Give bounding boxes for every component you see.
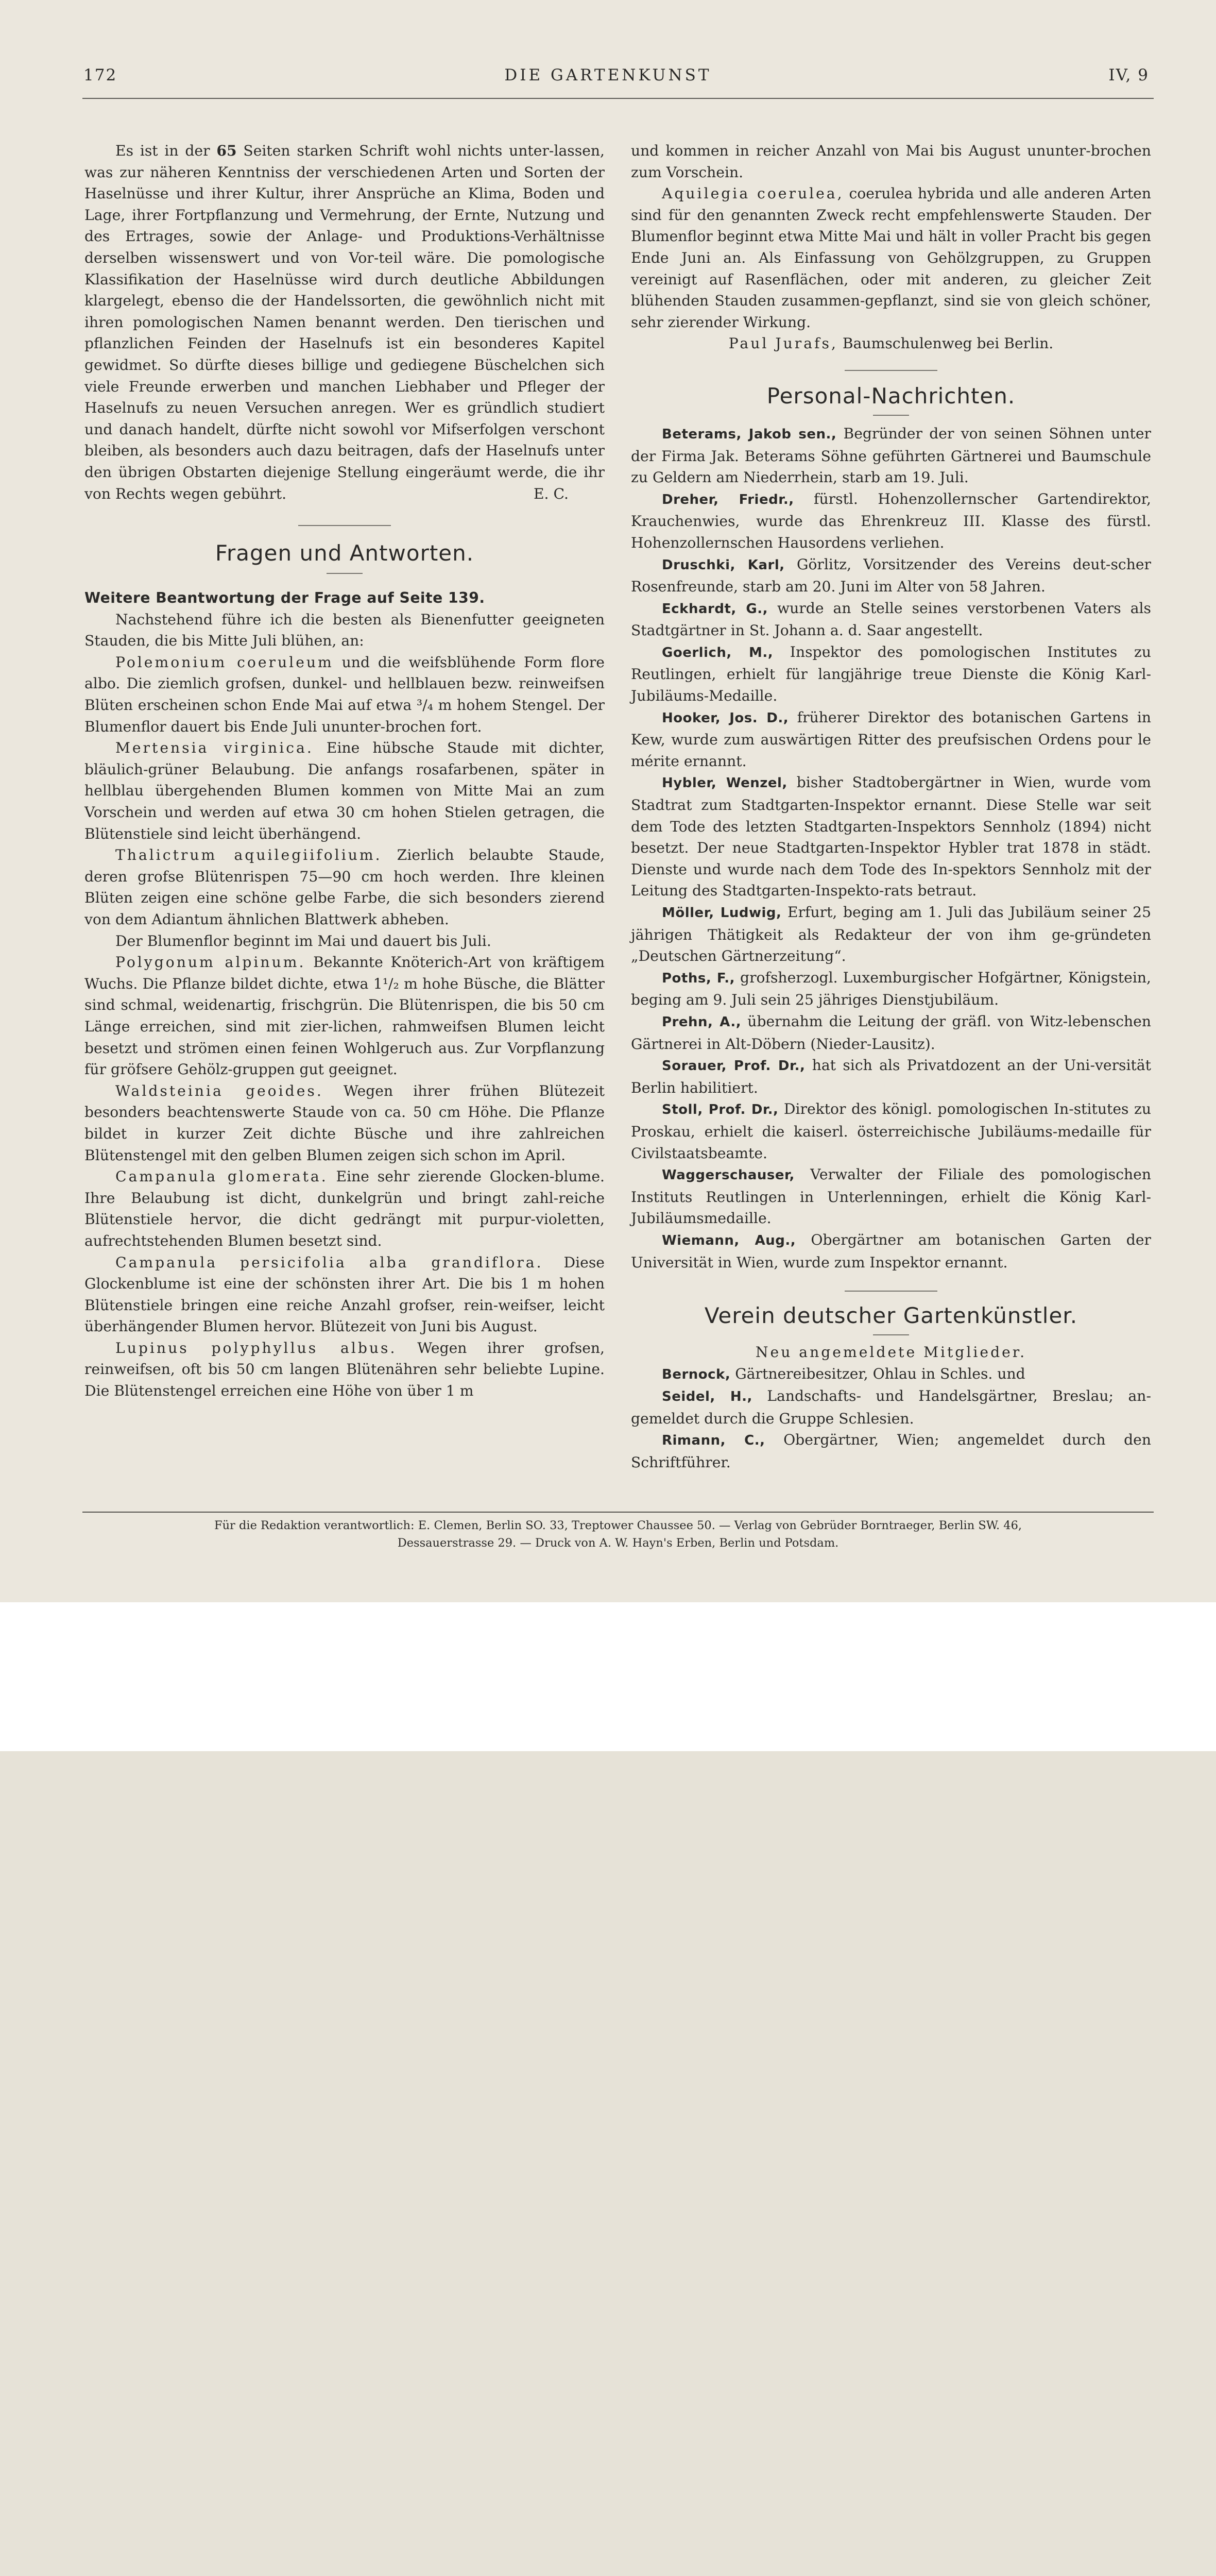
review-signature: E. C.	[533, 485, 569, 502]
section-title-verein: Verein deutscher Gartenkünstler.	[704, 1303, 1078, 1329]
section-divider	[327, 573, 363, 574]
section-divider	[873, 415, 909, 416]
members-heading: Neu angemeldete Mitglieder.	[755, 1344, 1027, 1361]
plant-entry: Polemonium coeruleum und die weifsblühende Form flore albo. Die ziemlich grofsen, dunkel- und hellblauen bezw. reinweifsen Blüten erscheinen schon Ende Mai auf etwa ³/₄ m hohem Stengel. Der Blumenflor dauert bis Ende Juli ununter-brochen fort.	[84, 653, 605, 735]
section-title-fragen: Fragen und Antworten.	[215, 540, 474, 566]
footer-rule	[82, 1512, 1154, 1513]
person-entry: Eckhardt, G., wurde an Stelle seines verstorbenen Vaters als Stadtgärtner in St. Johann a. d. Saar angestellt.	[631, 599, 1151, 639]
continued-paragraph: und kommen in reicher Anzahl von Mai bis August ununter-brochen zum Vorschein.	[631, 142, 1151, 181]
person-entry: Dreher, Friedr., fürstl. Hohenzollernscher Gartendirektor, Krauchenwies, wurde das Ehrenkreuz III. Klasse des fürstl. Hohenzollernschen Hausordens verliehen.	[631, 490, 1151, 551]
person-entry: Sorauer, Prof. Dr., hat sich als Privatdozent an der Uni-versität Berlin habilitiert.	[631, 1057, 1151, 1096]
person-entry: Poths, F., grofsherzogl. Luxemburgischer Hofgärtner, Königstein, beging am 9. Juli sein 25 jähriges Dienstjubiläum.	[631, 969, 1151, 1009]
header-rule	[82, 98, 1154, 99]
section-divider	[298, 525, 391, 526]
imprint-footer	[82, 1517, 1154, 1552]
person-entry: Hooker, Jos. D., früherer Direktor des botanischen Gartens in Kew, wurde zum auswärtigen Ritter des preufsischen Ordens pour le mérite ernannt.	[631, 708, 1151, 770]
plant-entry: Aquilegia coerulea, coerulea hybrida und alle anderen Arten sind für den genannten Zweck recht empfehlenswerte Stauden. Der Blumenflor beginnt etwa Mitte Mai und hält in voller Pracht bis gegen Ende Juni an. Als Einfassung von Gehölzgruppen, zu Gruppen vereinigt auf Rasenflächen, oder mit anderen, zu gleicher Zeit blühenden Stauden zusammen-gepflanzt, sind sie von gleich schöner, sehr zierender Wirkung.	[631, 185, 1151, 331]
person-entry: Goerlich, M., Inspektor des pomologischen Institutes zu Reutlingen, erhielt für langjährige treue Dienste die König Karl-Jubiläums-Medaille.	[631, 643, 1151, 705]
imprint-line: Dessauerstrasse 29. — Druck von A. W. Hayn's Erben, Berlin und Potsdam.	[397, 1536, 839, 1550]
journal-title: DIE GARTENKUNST	[504, 66, 712, 84]
right-column	[631, 140, 1151, 1473]
review-paragraph: Es ist in der 65 Seiten starken Schrift wohl nichts unter-lassen, was zur näheren Kenntniss der verschiedenen Arten und Sorten der Haselnüsse und ihrer Kultur, ihrer Ansprüche an Klima, Boden und Lage, ihrer Fortpflanzung und Vermehrung, der Ernte, Nutzung und des Ertrages, sowie der Anlage- und Produktions-Verhältnisse derselben wissenswert und von Vor-teil wäre. Die pomologische Klassifikation der Haselnüsse wird durch deutliche Abbildungen klargelegt, ebenso die der Handelssorten, die gewöhnlich nicht mit ihren pomologischen Namen benannt werden. Den tierischen und pflanzlichen Feinden der Haselnufs ist ein besonderes Kapitel gewidmet. So dürfte dieses billige und gediegene Büschelchen sich viele Freunde erwerben und manchen Liebhaber und Pfleger der Haselnufs zu neuen Versuchen anregen. Wer es gründlich studiert und danach handelt, dürfte nicht sowohl vor Mifserfolgen verschont bleiben, als besonders auch dazu beitragen, dafs der Haselnufs unter den übrigen Obstarten diejenige Stellung eingeräumt werde, die ihr von Rechts wegen gebührt.	[84, 142, 605, 502]
person-entry: Wiemann, Aug., Obergärtner am botanischen Garten der Universität in Wien, wurde zum Inspektor ernannt.	[631, 1231, 1151, 1271]
person-entry: Stoll, Prof. Dr., Direktor des königl. pomologischen In-stitutes zu Proskau, erhielt die kaiserl. österreichische Jubiläums-medaille für Civilstaatsbeamte.	[631, 1100, 1151, 1162]
section-divider	[873, 1334, 909, 1335]
plant-entry: Lupinus polyphyllus albus. Wegen ihrer grofsen, reinweifsen, oft bis 50 cm langen Blütenähren sehr beliebte Lupine. Die Blütenstengel erreichen eine Höhe von über 1 m	[84, 1339, 605, 1400]
section-title-personal: Personal-Nachrichten.	[766, 383, 1016, 409]
left-column	[84, 140, 605, 1402]
section-divider	[845, 1291, 937, 1292]
member-entry: Rimann, C., Obergärtner, Wien; angemeldet durch den Schriftführer.	[631, 1431, 1151, 1471]
digitization-bar	[0, 1602, 1216, 1751]
person-entry: Druschki, Karl, Görlitz, Vorsitzender des Vereins deut-scher Rosenfreunde, starb am 20. Juni im Alter von 58 Jahren.	[631, 555, 1152, 596]
plant-entry: Campanula persicifolia alba grandiflora. Diese Glockenblume ist eine der schönsten ihrer Art. Die bis 1 m hohen Blütenstiele bringen eine reiche Anzahl grofser, rein-weifser, leicht überhängender Blumen hervor. Blütezeit von Juni bis August.	[84, 1253, 605, 1335]
issue-number: IV, 9	[1108, 66, 1149, 84]
page-number: 172	[83, 66, 117, 84]
plant-entry: Polygonum alpinum. Bekannte Knöterich-Art von kräftigem Wuchs. Die Pflanze bildet dichte, etwa 1¹/₂ m hohe Büsche, die Blätter sind schmal, weidenartig, frischgrün. Die Blütenrispen, die bis 50 cm Länge erreichen, sind mit zier-lichen, rahmweifsen Blumen leicht besetzt und strömen einen feinen Wohlgeruch aus. Zur Vorpflanzung für gröfsere Gehölz-gruppen gut geeignet.	[84, 954, 605, 1078]
person-entry: Prehn, A., übernahm die Leitung der gräfl. von Witz-lebenschen Gärtnerei in Alt-Döbern (Nieder-Lausitz).	[631, 1012, 1151, 1053]
intro-paragraph: Nachstehend führe ich die besten als Bienenfutter geeigneten Stauden, die bis Mitte Juli blühen, an:	[84, 611, 605, 650]
section-divider	[845, 370, 937, 371]
person-entry: Möller, Ludwig, Erfurt, beging am 1. Juli das Jubiläum seiner 25 jährigen Thätigkeit als Redakteur der von ihm ge-gründeten „Deutschen Gärtnerzeitung“.	[631, 904, 1151, 965]
person-entry: Hybler, Wenzel, bisher Stadtobergärtner in Wien, wurde vom Stadtrat zum Stadtgarten-Inspektor ernannt. Diese Stelle war seit dem Tode des letzten Stadtgarten-Inspektors Sennholz (1894) nicht besetzt. Der neue Stadtgarten-Inspektor Hybler trat 1878 in städt. Dienste und wurde nach dem Tode des In-spektors Sennholz mit der Leitung des Stadtgarten-Inspekto-rats betraut.	[631, 774, 1151, 900]
member-entry: Bernock, Gärtnereibesitzer, Ohlau in Schles. und	[662, 1365, 1025, 1382]
plant-entry: Campanula glomerata. Eine sehr zierende Glocken-blume. Ihre Belaubung ist dicht, dunkelgrün und bringt zahl-reiche Blütenstiele hervor, die dicht gedrängt mit purpur-violetten, aufrechtstehenden Blumen besetzt sind.	[84, 1168, 605, 1249]
person-entry: Beterams, Jakob sen., Begründer der von seinen Söhnen unter der Firma Jak. Beterams Söhne geführten Gärtnerei und Baumschule zu Geldern am Niederrhein, starb am 19. Juli.	[631, 425, 1152, 486]
plant-entry: Thalictrum aquilegiifolium. Zierlich belaubte Staude, deren grofse Blütenrispen 75—90 cm hoch werden. Ihre kleinen Blüten zeigen eine schöne gelbe Farbe, die sich besonders zierend von dem Adiantum ähnlichen Blattwerk abheben.	[84, 846, 605, 928]
author-signature: Paul Jurafs, Baumschulenweg bei Berlin.	[728, 335, 1054, 352]
plant-entry: Waldsteinia geoides. Wegen ihrer frühen Blütezeit besonders beachtenswerte Staude von ca. 50 cm Höhe. Die Pflanze bildet in kurzer Zeit dichte Büsche und ihre zahlreichen Blütenstengel mit den gelben Blumen zeigen sich schon im April.	[84, 1082, 605, 1164]
subheading: Weitere Beantwortung der Frage auf Seite 139.	[84, 589, 485, 607]
member-entry: Seidel, H., Landschafts- und Handelsgärtner, Breslau; an-gemeldet durch die Gruppe Schlesien.	[631, 1387, 1151, 1427]
person-entry: Waggerschauser, Verwalter der Filiale des pomologischen Instituts Reutlingen in Unterlenningen, erhielt die König Karl-Jubiläumsmedaille.	[631, 1166, 1151, 1227]
imprint-line: Für die Redaktion verantwortlich: E. Clemen, Berlin SO. 33, Treptower Chaussee 50. — Verlag von Gebrüder Borntraeger, Berlin SW. 46,	[214, 1519, 1022, 1532]
plant-entry: Mertensia virginica. Eine hübsche Staude mit dichter, bläulich-grüner Belaubung. Die anfangs rosafarbenen, später in hellblau übergehenden Blumen kommen von Mitte Mai an zum Vorschein und werden auf etwa 30 cm hohen Stielen getragen, die Blütenstiele sind leicht überhängend.	[84, 739, 605, 842]
plant-entry: Der Blumenflor beginnt im Mai und dauert bis Juli.	[115, 932, 491, 950]
